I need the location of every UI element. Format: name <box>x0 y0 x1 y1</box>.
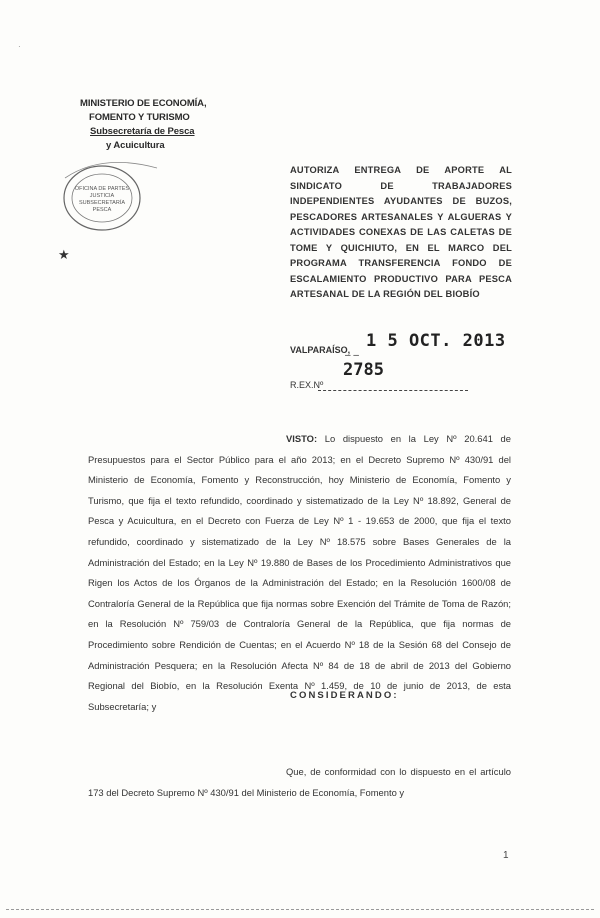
office-seal-stamp <box>57 158 167 233</box>
visto-paragraph <box>88 429 511 717</box>
visto-lead: VISTO: <box>286 433 318 444</box>
considerando-paragraph: Que, de conformidad con lo dispuesto en el artículo 173 del Decreto Supremo Nº 430/91 del Ministerio de Economía, Fomento y <box>88 766 511 798</box>
seal-line-1: OFICINA DE PARTES <box>74 186 130 192</box>
visto-text: Lo dispuesto en la Ley Nº 20.641 de Presupuestos para el Sector Público para el año 2013; en el Decreto Supremo Nº 430/91 del Ministerio de Economía, Fomento y Reconstrucción, hoy Ministerio de Economía, Fomento y Turismo, que fija el texto refundido, coordinado y sistematizado de la Ley Nº 18.892, General de Pesca y Acuicultura, en el Decreto con Fuerza de Ley Nº 1 - 19.653 de 2000, que fija el texto refundido, coordinado y sistematizado de la Ley Nº 18.575 sobre Bases Generales de la Administración del Estado; en la Ley Nº 19.880 de Bases de los Procedimiento Administrativos que Rigen los Actos de los Órganos de la Administración del Estado; en la Resolución 1600/08 de Contraloría General de la República que fija normas sobre Exención del Trámite de Toma de Razón; en la Resolución Nº 759/03 de Contraloría General de la República, que fija normas de Procedimiento sobre Rendición de Cuentas; en el Acuerdo Nº 18 de la Sesión 68 del Consejo de Administración Pesquera; en la Resolución Afecta Nº 84 de 18 de abril de 2013 del Gobierno Regional del Biobío, en la Resolución Exenta Nº 1.459, de 10 de junio de 2013, de esta Subsecretaría; y <box>88 433 511 712</box>
header-acuicultura: y Acuicultura <box>106 140 165 151</box>
resolution-label: R.EX.Nº <box>290 380 324 390</box>
header-ministry: MINISTERIO DE ECONOMÍA, <box>80 98 207 109</box>
header-subsecretaria: Subsecretaría de Pesca <box>90 126 195 137</box>
header-ministry-2: FOMENTO Y TURISMO <box>89 112 190 123</box>
resolution-underline <box>318 390 468 391</box>
scan-mark: · <box>18 42 21 51</box>
date-stamp: 1 5 OCT. 2013 <box>366 331 506 351</box>
star-icon: ★ <box>58 247 70 262</box>
number-dash: – – <box>345 350 359 361</box>
seal-line-2: JUSTICIA <box>89 193 115 199</box>
footer-rule <box>6 909 594 910</box>
considerando-heading: CONSIDERANDO: <box>290 690 399 701</box>
seal-line-3: SUBSECRETARÍA <box>78 200 126 206</box>
place-label: VALPARAÍSO, <box>290 345 351 355</box>
seal-line-4: PESCA <box>92 207 112 213</box>
document-title: AUTORIZA ENTREGA DE APORTE AL SINDICATO DE TRABAJADORES INDEPENDIENTES AYUDANTES DE BUZOS, PESCADORES ARTESANALES Y ALGUERAS Y ACTIVIDADES CONEXAS DE LAS CALETAS DE TOME Y QUICHIUTO, EN EL MARCO DEL PROGRAMA TRANSFERENCIA FONDO DE ESCALAMIENTO PRODUCTIVO PARA PESCA ARTESANAL DE LA REGIÓN DEL BIOBÍO <box>290 165 512 299</box>
page-number: 1 <box>503 850 509 861</box>
resolution-number: 2785 <box>343 360 384 380</box>
